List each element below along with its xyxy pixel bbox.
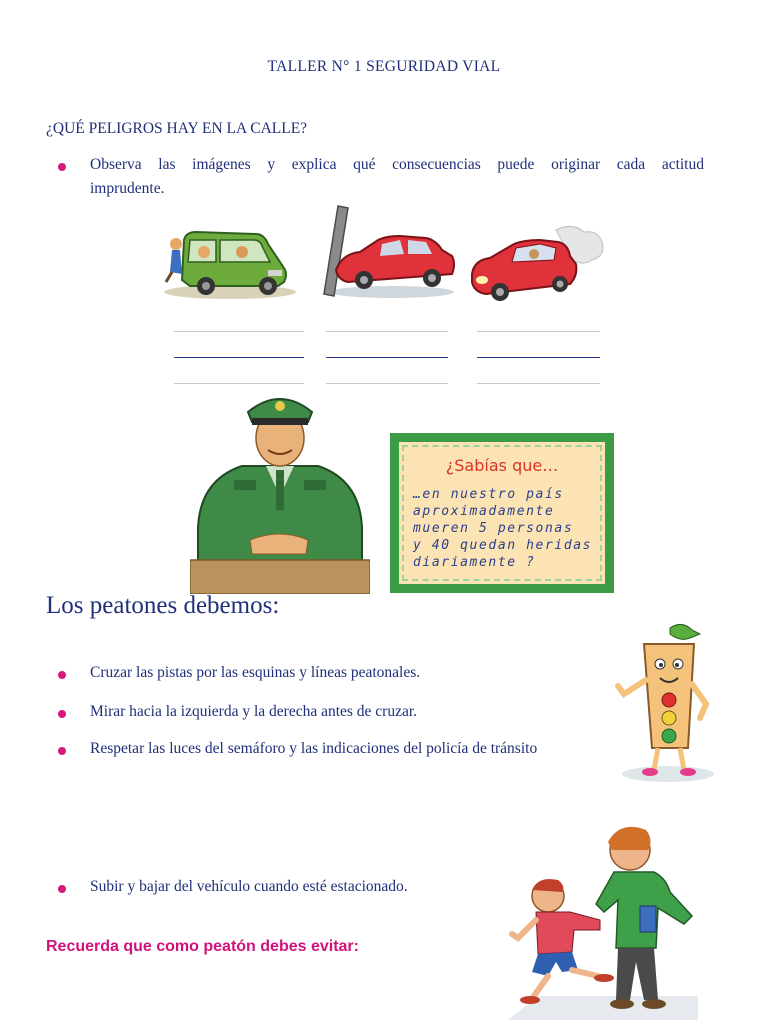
answer-line[interactable] <box>174 331 304 332</box>
van-icon <box>160 222 300 302</box>
adult-child-illustration <box>508 820 698 1020</box>
answer-line[interactable] <box>477 383 600 384</box>
rule-item: Mirar hacia la izquierda y la derecha antes de cruzar. <box>90 703 418 720</box>
reminder-heading: Recuerda que como peatón debes evitar: <box>46 938 359 955</box>
police-officer-illustration <box>190 388 370 594</box>
rule-item: Respetar las luces del semáforo y las indicaciones del policía de tránsito <box>90 740 538 757</box>
answer-line[interactable] <box>326 357 448 358</box>
pedestrians-heading: Los peatones debemos: <box>46 592 280 619</box>
crashed-car-icon <box>308 204 458 302</box>
crash-illustration <box>308 204 458 302</box>
rule-item: Cruzar las pistas por las esquinas y líneas peatonales. <box>90 664 421 681</box>
speeding-car-illustration <box>466 224 606 306</box>
speeding-car-icon <box>466 224 606 306</box>
answer-line[interactable] <box>326 331 448 332</box>
info-card-heading: ¿Sabías que… <box>445 456 559 475</box>
instruction-line-1: Observa las imágenes y explica qué consecuencias puede originar cada actitud <box>90 156 704 173</box>
bullet-dot <box>58 885 66 893</box>
info-card-line: mueren 5 personas <box>413 521 574 536</box>
instruction-line-2: imprudente. <box>90 180 165 197</box>
answer-line[interactable] <box>326 383 448 384</box>
info-card-text <box>413 486 603 571</box>
section-question: ¿QUÉ PELIGROS HAY EN LA CALLE? <box>46 120 308 137</box>
info-card-line: diariamente ? <box>413 555 536 570</box>
bullet-dot <box>58 747 66 755</box>
van-illustration <box>160 222 300 302</box>
answer-line[interactable] <box>174 357 304 358</box>
rule-item: Subir y bajar del vehículo cuando esté estacionado. <box>90 878 408 895</box>
bullet-dot <box>58 710 66 718</box>
police-officer-icon <box>190 388 370 594</box>
bullet-dot <box>58 671 66 679</box>
info-card <box>390 433 614 593</box>
info-card-line: aproximadamente <box>413 504 555 519</box>
answer-line[interactable] <box>174 383 304 384</box>
adult-child-icon <box>508 820 698 1020</box>
answer-line[interactable] <box>477 331 600 332</box>
info-card-line: y 40 quedan heridas <box>413 538 593 553</box>
info-card-line: …en nuestro país <box>413 487 564 502</box>
traffic-light-icon <box>608 620 716 786</box>
answer-line[interactable] <box>477 357 600 358</box>
worksheet-title: TALLER N° 1 SEGURIDAD VIAL <box>267 58 501 75</box>
bullet-dot <box>58 163 66 171</box>
traffic-light-illustration <box>608 620 716 786</box>
